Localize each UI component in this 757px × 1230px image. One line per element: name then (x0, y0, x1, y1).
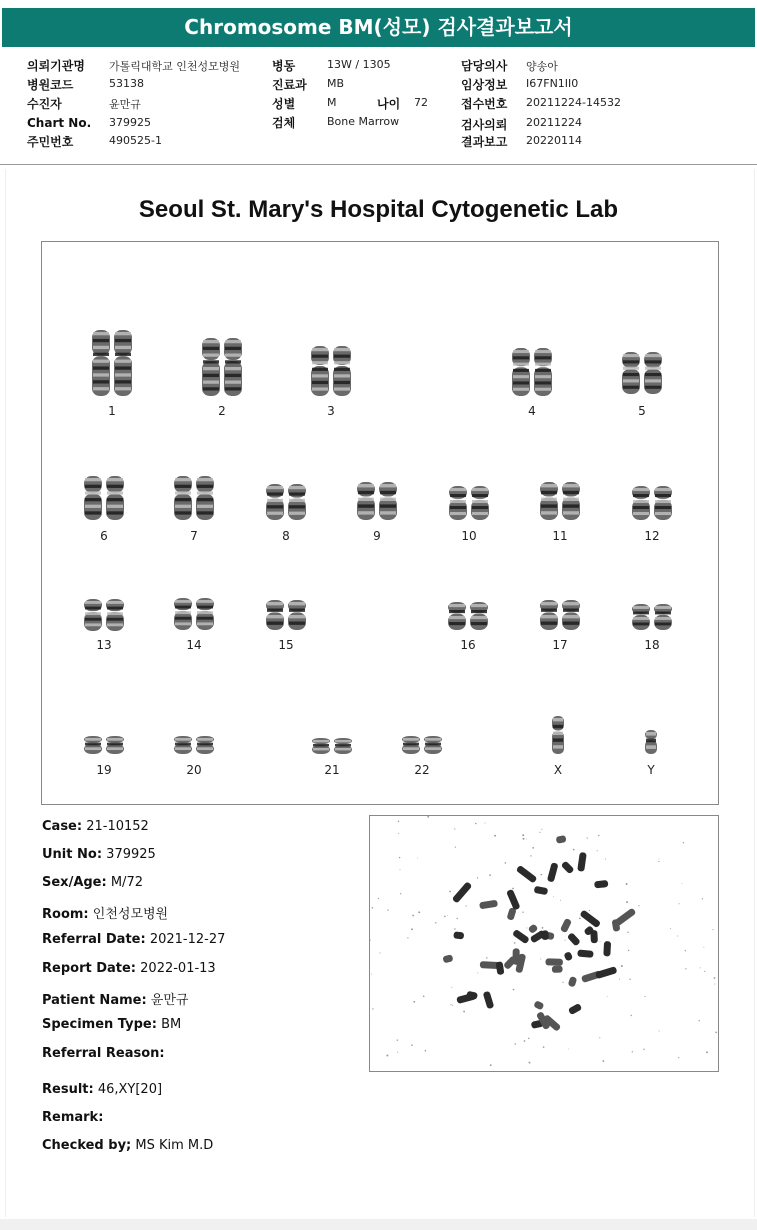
chromosome-pair-16 (446, 602, 490, 630)
chromosome-label-11: 11 (552, 529, 568, 543)
chromosome-label-2: 2 (218, 404, 226, 418)
chromosome-label-7: 7 (190, 529, 198, 543)
chromosome-label-17: 17 (552, 638, 568, 652)
patient-info-block (0, 50, 757, 165)
report-title-bar (2, 8, 755, 47)
clinical-value: I67FN1II0 (526, 77, 579, 90)
chromosome-label-10: 10 (461, 529, 477, 543)
specimen-type-value: BM (161, 1017, 182, 1032)
chromosome-pair-15 (264, 600, 308, 630)
ssn-label: 주민번호 (27, 135, 74, 149)
result-row (42, 1082, 162, 1097)
receipt-value: 20211224-14532 (526, 96, 621, 109)
chart-no-label: Chart No. (27, 116, 92, 130)
chromosome-label-21: 21 (324, 763, 340, 777)
specimen-label: 검체 (272, 116, 296, 130)
unit-label: Unit No: (42, 847, 103, 862)
sexage-row (42, 875, 143, 890)
chromosome-label-19: 19 (96, 763, 112, 777)
sexage-value: M/72 (110, 875, 143, 890)
hospital-code-label: 병원코드 (27, 78, 74, 92)
chromosome-label-3: 3 (327, 404, 335, 418)
chromosome-label-20: 20 (186, 763, 202, 777)
ward-label: 병동 (272, 59, 296, 73)
checked-row (42, 1138, 213, 1153)
chromosome-pair-10 (447, 486, 491, 520)
sex-label: 성별 (272, 97, 296, 111)
chromosome-pair-8 (264, 484, 308, 520)
patient-name-row (42, 989, 188, 1008)
request-value: 20211224 (526, 116, 582, 129)
specimen-type-row (42, 1017, 181, 1032)
room-row (42, 903, 168, 922)
chromosome-pair-1 (90, 330, 134, 396)
institution-label: 의뢰기관명 (27, 59, 85, 73)
chromosome-pair-9 (355, 482, 399, 520)
doctor-value: 양송아 (526, 60, 558, 73)
chromosome-pair-7 (172, 476, 216, 520)
remark-label: Remark: (42, 1110, 104, 1125)
chart-no-value: 379925 (109, 116, 151, 129)
result-label: Result: (42, 1082, 94, 1097)
lab-title: Seoul St. Mary's Hospital Cytogenetic Lab (138, 196, 619, 223)
chromosome-label-6: 6 (100, 529, 108, 543)
patient-value: 윤만규 (109, 98, 141, 111)
chromosome-label-9: 9 (373, 529, 381, 543)
result-value: 46,XY[20] (97, 1082, 163, 1097)
referral-reason-label: Referral Reason: (42, 1046, 165, 1061)
chromosome-label-1: 1 (108, 404, 116, 418)
report-title: Chromosome BM(성모) 검사결과보고서 (184, 15, 573, 39)
case-row (42, 819, 149, 834)
chromosome-pair-6 (82, 476, 126, 520)
institution-value: 가톨릭대학교 인천성모병원 (109, 60, 241, 73)
chromosome-label-12: 12 (644, 529, 660, 543)
page-bottom-band (0, 1219, 757, 1230)
chromosome-pair-14 (172, 598, 216, 630)
unit-value: 379925 (106, 847, 156, 862)
header-separator (0, 164, 757, 165)
chromosome-label-5: 5 (638, 404, 646, 418)
chromosome-label-4: 4 (528, 404, 536, 418)
chromosome-pair-21 (310, 738, 354, 754)
checked-value: MS Kim M.D (135, 1138, 214, 1153)
ward-value: 13W / 1305 (327, 58, 391, 71)
chromosome-pair-12 (630, 486, 674, 520)
case-value: 21-10152 (86, 819, 149, 834)
karyotype-panel (41, 241, 719, 805)
chromosome-label-13: 13 (96, 638, 112, 652)
age-value: 72 (414, 96, 428, 109)
chromosome-pair-18 (630, 604, 674, 630)
chromosome-label-14: 14 (186, 638, 202, 652)
chromosome-pair-13 (82, 599, 126, 631)
patient-name-value: 윤만규 (150, 993, 189, 1008)
chromosome-pair-17 (538, 600, 582, 630)
patient-name-label: Patient Name: (42, 993, 147, 1008)
request-label: 검사의뢰 (461, 118, 508, 132)
report-date-value: 2022-01-13 (140, 961, 216, 976)
chromosome-label-15: 15 (278, 638, 294, 652)
chromosome-label-X: X (553, 763, 563, 777)
age-label: 나이 (377, 97, 401, 111)
chromosome-label-8: 8 (282, 529, 290, 543)
clinical-label: 임상정보 (461, 78, 508, 92)
room-label: Room: (42, 907, 89, 922)
metaphase-spread-drawing (370, 816, 718, 1071)
dept-value: MB (327, 77, 345, 90)
chromosome-pair-11 (538, 482, 582, 520)
chromosome-pair-19 (82, 736, 126, 754)
chromosome-pair-X (550, 716, 566, 754)
dept-label: 진료과 (272, 78, 307, 92)
chromosome-label-16: 16 (460, 638, 476, 652)
room-value: 인천성모병원 (92, 907, 169, 922)
hospital-code-value: 53138 (109, 77, 144, 90)
referral-reason-row (42, 1046, 165, 1061)
chromosome-pair-5 (620, 352, 664, 394)
chromosome-pair-Y (643, 730, 659, 754)
chromosome-pair-22 (400, 736, 444, 754)
patient-label: 수진자 (27, 97, 62, 111)
chromosome-label-22: 22 (414, 763, 430, 777)
checked-label: Checked by; (42, 1138, 132, 1153)
referral-date-row (42, 932, 225, 947)
metaphase-spread-image (369, 815, 719, 1072)
chromosome-pair-2 (200, 338, 244, 396)
referral-date-value: 2021-12-27 (149, 932, 226, 947)
sex-value: M (327, 96, 337, 109)
doctor-label: 담당의사 (461, 59, 508, 73)
case-label: Case: (42, 819, 83, 834)
report-date-label: Report Date: (42, 961, 137, 976)
chromosome-label-18: 18 (644, 638, 660, 652)
specimen-type-label: Specimen Type: (42, 1017, 157, 1032)
chromosome-pair-4 (510, 348, 554, 396)
sexage-label: Sex/Age: (42, 875, 107, 890)
specimen-value: Bone Marrow (327, 115, 400, 128)
unit-row (42, 847, 156, 862)
chromosome-pair-3 (309, 346, 353, 396)
result-report-label: 결과보고 (461, 135, 508, 149)
chromosome-pair-20 (172, 736, 216, 754)
remark-row (42, 1110, 103, 1125)
referral-date-label: Referral Date: (42, 932, 146, 947)
report-date-row (42, 961, 216, 976)
result-report-value: 20220114 (526, 134, 582, 147)
ssn-value: 490525-1 (109, 134, 162, 147)
chromosome-label-Y: Y (647, 763, 655, 777)
receipt-label: 접수번호 (461, 97, 508, 111)
